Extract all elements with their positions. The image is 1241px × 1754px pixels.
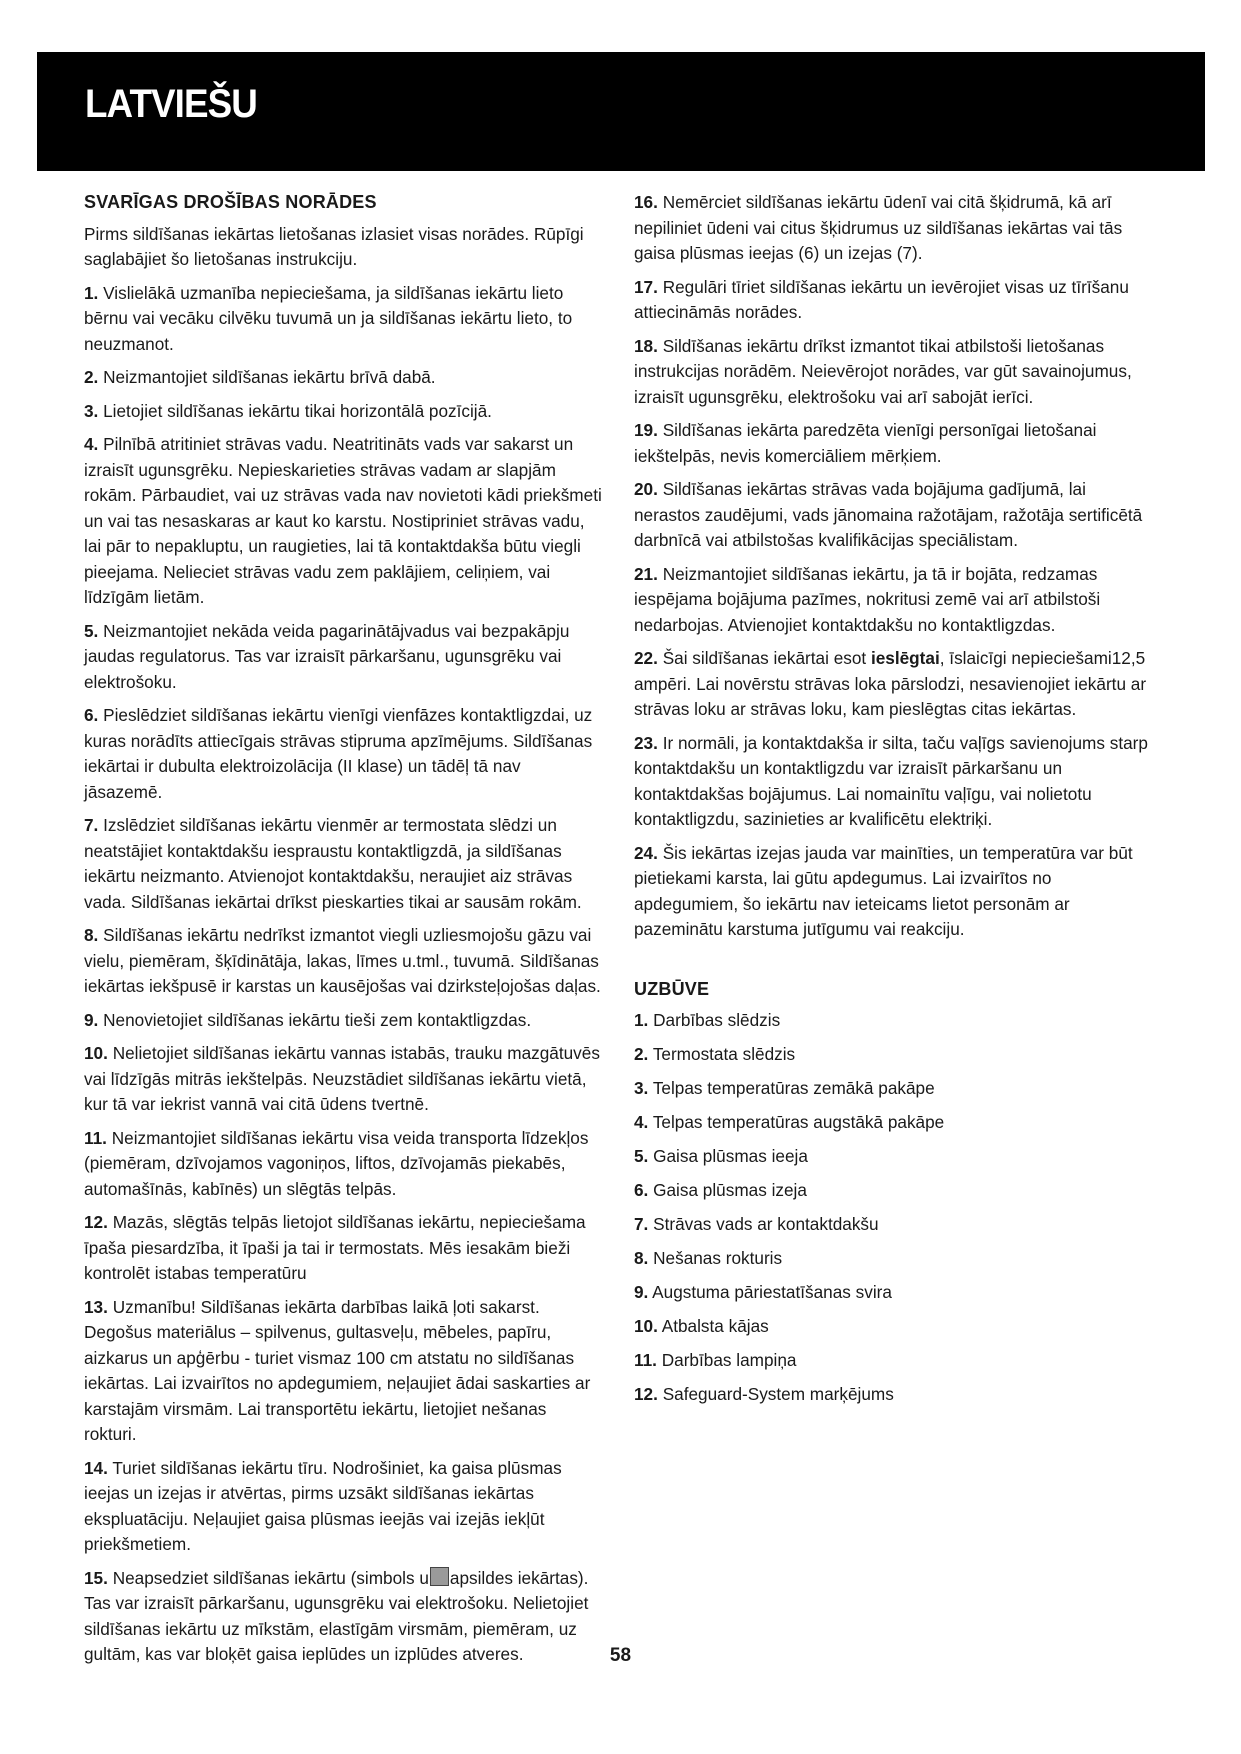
safety-item-9: 9. Nenovietojiet sildīšanas iekārtu tieši zem kontaktligzdas. xyxy=(84,1009,532,1030)
part-item-10: 10. Atbalsta kājas xyxy=(634,1316,769,1336)
safety-item-6: 6. Pieslēdziet sildīšanas iekārtu vienīgi vienfāzes kontaktligzdai, uz kuras norādīts attiecīgais strāvas stipruma apzīmējums. Sildīšanas iekārtai ir dubulta elektroizolācija (II klase) un tādēļ tā nav jāsazemē. xyxy=(84,705,593,802)
part-item-3: 3. Telpas temperatūras zemākā pakāpe xyxy=(634,1078,935,1098)
safety-item-16: 16. Nemērciet sildīšanas iekārtu ūdenī vai citā šķidrumā, kā arī nepiliniet ūdeni vai citus šķidrumus uz sildīšanas iekārtas vai tās gaisa plūsmas ieejas (6) un izejas (7). xyxy=(634,192,1123,263)
safety-item-4: 4. Pilnībā atritiniet strāvas vadu. Neatritināts vads var sakarst un izraisīt ugunsgrēku. Nepieskarieties strāvas vadam ar slapjām rokām. Pārbaudiet, vai uz strāvas vada nav novietoti kādi priekšmeti un vai tas nesaskaras ar kaut ko karstu. Nostipriniet strāvas vadu, lai pār to nepakluptu, un raugieties, lai tā kontaktdakša būtu viegli pieejama. Nelieciet strāvas vadu zem paklājiem, celiņiem, vai līdzīgām lietām. xyxy=(84,434,602,607)
safety-item-14: 14. Turiet sildīšanas iekārtu tīru. Nodrošiniet, ka gaisa plūsmas ieejas un izejas ir atvērtas, pirms uzsākt sildīšanas iekārtas ekspluatāciju. Neļaujiet gaisa plūsmas ieejās vai izejās iekļūt priekšmetiem. xyxy=(84,1457,562,1554)
safety-item-8: 8. Sildīšanas iekārtu nedrīkst izmantot viegli uzliesmojošu gāzu vai vielu, piemēram, šķīdinātāja, lakas, līmes u.tml., tuvumā. Sildīšanas iekārtas iekšpusē ir karstas un kausējošas vai dzirksteļojošas daļas. xyxy=(84,925,601,996)
part-item-4: 4. Telpas temperatūras augstākā pakāpe xyxy=(634,1112,945,1132)
safety-item-23: 23. Ir normāli, ja kontaktdakša ir silta, taču vaļīgs savienojums starp kontaktdakšu un kontaktligzdu var izraisīt pārkaršanu un kontaktdakšas bojājumus. Lai nomainītu vaļīgu, vai nolietotu kontaktligzdu, sazinieties ar kvalificētu elektriķi. xyxy=(634,732,1148,829)
safety-item-24: 24. Šis iekārtas izejas jauda var mainīties, un temperatūra var būt pietiekami karsta, lai gūtu apdegumus. Lai izvairītos no apdegumiem, šo iekārtu nav ieteicams lietot personām ar pazeminātu karstuma jutīgumu vai reakciju. xyxy=(634,842,1133,939)
language-title: LATVIEŠU xyxy=(85,82,257,126)
safety-item-19: 19. Sildīšanas iekārta paredzēta vienīgi personīgai lietošanai iekštelpās, nevis komerciāliem mērķiem. xyxy=(634,420,1097,466)
safety-item-13: 13. Uzmanību! Sildīšanas iekārta darbības laikā ļoti sakarst. Degošus materiālus – spilvenus, gultasveļu, mēbeles, papīru, aizkarus un apģērbu - turiet vismaz 100 cm atstatu no sildīšanas iekārtas. Lai izvairītos no apdegumiem, neļaujiet ādai saskarties ar karstajām virsmām. Lai transportētu iekārtu, lietojiet nešanas rokturi. xyxy=(84,1296,591,1444)
construction-heading: UZBŪVE xyxy=(634,978,710,999)
part-item-7: 7. Strāvas vads ar kontaktdakšu xyxy=(634,1214,879,1234)
safety-item-1: 1. Vislielākā uzmanība nepieciešama, ja sildīšanas iekārtu lieto bērnu vai vecāku cilvēku tuvumā un ja sildīšanas iekārtu lieto, to neuzmanot. xyxy=(84,282,573,354)
safety-item-2: 2. Neizmantojiet sildīšanas iekārtu brīvā dabā. xyxy=(84,367,436,387)
language-header-bar xyxy=(37,52,1205,171)
page-number: 58 xyxy=(609,1645,632,1666)
safety-item-15: 15. Neapsedziet sildīšanas iekārtu (simbols u apsildes iekārtas). Tas var izraisīt pārkaršanu, ugunsgrēku vai elektrošoku. Nelietojiet sildīšanas iekārtu uz mīkstām, elastīgām virsmām, piemēram, uz gultām, kas var bloķēt gaisa ieplūdes un izplūdes atveres. xyxy=(84,1567,589,1664)
construction-section xyxy=(634,977,1156,1408)
safety-item-7: 7. Izslēdziet sildīšanas iekārtu vienmēr ar termostata slēdzi un neatstājiet kontaktdakšu iespraustu kontaktligzdā, ja sildīšanas iekārtu neizmanto. Atvienojot kontaktdakšu, neraujiet aiz strāvas vada. Sildīšanas iekārtai drīkst pieskarties tikai ar sausām rokām. xyxy=(84,815,582,912)
part-item-2: 2. Termostata slēdzis xyxy=(634,1044,796,1064)
part-item-11: 11. Darbības lampiņa xyxy=(634,1350,797,1370)
safety-item-22: 22. Šai sildīšanas iekārtai esot ieslēgtai, īslaicīgi nepieciešami12,5 ampēri. Lai novērstu strāvas loka pārslodzi, nesavienojiet iekārtu ar strāvas loku ar strāvas loku, kam pieslēgtas citas iekārtas. xyxy=(634,648,1147,719)
safety-item-18: 18. Sildīšanas iekārtu drīkst izmantot tikai atbilstoši lietošanas instrukcijas norādēm. Neievērojot norādes, var gūt savainojumus, izraisīt ugunsgrēku, elektrošoku vai arī sabojāt ierīci. xyxy=(634,335,1132,407)
safety-item-20: 20. Sildīšanas iekārtas strāvas vada bojājuma gadījumā, lai nerastos zaudējumi, vads jānomaina ražotājam, ražotāja sertificētā darbnīcā vai atbilstošas kvalifikācijas speciālistam. xyxy=(634,479,1143,550)
part-item-6: 6. Gaisa plūsmas izeja xyxy=(634,1180,807,1200)
left-column xyxy=(84,190,603,1676)
part-item-1: 1. Darbības slēdzis xyxy=(634,1010,781,1030)
safety-item-21: 21. Neizmantojiet sildīšanas iekārtu, ja tā ir bojāta, redzamas iespējama bojājuma pazīmes, nokritusi zemē vai arī atbilstoši nedarbojas. Atvienojiet kontaktdakšu no kontaktligzdas. xyxy=(634,563,1101,635)
cover-warning-symbol-icon xyxy=(430,1567,449,1586)
part-item-5: 5. Gaisa plūsmas ieeja xyxy=(634,1146,808,1166)
safety-item-3: 3. Lietojiet sildīšanas iekārtu tikai horizontālā pozīcijā. xyxy=(84,400,492,421)
safety-item-12: 12. Mazās, slēgtās telpās lietojot sildīšanas iekārtu, nepieciešama īpaša piesardzība, it īpaši ja tai ir termostats. Mēs iesakām bieži kontrolēt istabas temperatūru xyxy=(84,1212,586,1283)
safety-item-17: 17. Regulāri tīriet sildīšanas iekārtu un ievērojiet visas uz tīrīšanu attiecināmās norādes. xyxy=(634,276,1129,322)
part-item-9: 9. Augstuma pāriestatīšanas svira xyxy=(634,1282,892,1302)
part-item-8: 8. Nešanas rokturis xyxy=(634,1248,783,1268)
safety-intro: Pirms sildīšanas iekārtas lietošanas izlasiet visas norādes. Rūpīgi saglabājiet šo lietošanas instrukciju. xyxy=(84,223,584,269)
right-column xyxy=(634,190,1156,1416)
part-item-12: 12. Safeguard-System marķējums xyxy=(634,1384,894,1404)
safety-item-5: 5. Neizmantojiet nekāda veida pagarinātājvadus vai bezpakāpju jaudas regulatorus. Tas var izraisīt pārkaršanu, ugunsgrēku vai elektrošoku. xyxy=(84,620,570,692)
safety-item-11: 11. Neizmantojiet sildīšanas iekārtu visa veida transporta līdzekļos (piemēram, dzīvojamos vagoniņos, liftos, dzīvojamās piekabēs, automašīnās, kabīnēs) un slēgtās telpās. xyxy=(84,1127,589,1199)
safety-heading: SVARĪGAS DROŠĪBAS NORĀDES xyxy=(84,192,377,212)
safety-item-10: 10. Nelietojiet sildīšanas iekārtu vannas istabās, trauku mazgātuvēs vai līdzīgās mitrās iekštelpās. Neuzstādiet sildīšanas iekārtu vietā, kur tā var iekrist vannā vai citā ūdens tvertnē. xyxy=(84,1043,600,1114)
